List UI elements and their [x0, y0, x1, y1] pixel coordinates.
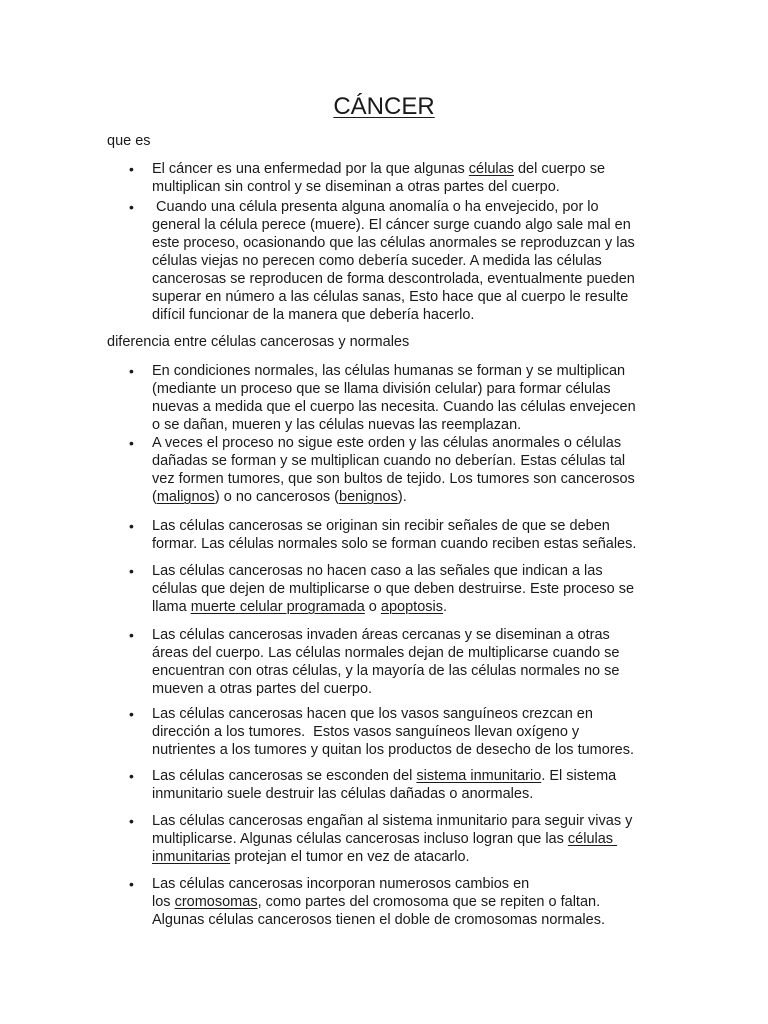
text-segment: dirección a los tumores. Estos vasos sanguíneos llevan oxígeno y	[152, 724, 580, 740]
text-line	[152, 270, 635, 288]
text-segment: Las células cancerosas hacen que los vasos sanguíneos crezcan en	[152, 706, 593, 722]
hyperlink[interactable]: células	[567, 831, 618, 847]
list-item	[107, 434, 635, 506]
text-segment: difícil funcionar de la manera que debería hacerlo.	[152, 307, 475, 323]
text-segment: (	[152, 489, 157, 505]
text-segment: encuentran con otras células, y la mayoría de las células normales no se	[152, 663, 620, 679]
text-segment: o	[364, 599, 381, 615]
text-segment: inmunitario suele destruir las células dañadas o anormales.	[152, 786, 534, 802]
text-segment: ).	[397, 489, 407, 505]
text-segment: células que dejen de multiplicarse o que deben destruirse. Este proceso se	[152, 581, 635, 597]
list-item	[107, 767, 616, 803]
text-segment: Las células cancerosas incorporan numerosos cambios en	[152, 876, 530, 892]
text-line	[152, 875, 605, 893]
text-line	[152, 580, 634, 598]
text-line	[152, 234, 635, 252]
text-line	[152, 626, 620, 644]
text-line	[152, 785, 616, 803]
text-segment: protejan el tumor en vez de atacarlo.	[230, 849, 470, 865]
text-line	[152, 288, 635, 306]
hyperlink[interactable]: malignos	[156, 489, 215, 505]
bullet-icon: •	[129, 706, 134, 722]
text-line	[152, 705, 634, 723]
list-item	[107, 626, 620, 698]
list-item	[107, 705, 634, 759]
text-segment: Las células cancerosas no hacen caso a las señales que indican a las	[152, 563, 603, 579]
text-line	[152, 535, 636, 553]
text-line	[152, 741, 634, 759]
text-line	[152, 306, 635, 324]
text-line	[152, 644, 620, 662]
text-segment: células viejas no perecen como debería suceder. A medida las células	[152, 253, 602, 269]
bullet-icon: •	[129, 435, 134, 451]
bullet-icon: •	[129, 518, 134, 534]
hyperlink[interactable]: cromosomas	[174, 894, 258, 910]
text-segment: vez formen tumores, que son bultos de tejido. Los tumores son cancerosos	[152, 471, 635, 487]
bullet-icon: •	[129, 161, 134, 177]
text-segment: nutrientes a los tumores y quitan los productos de desecho de los tumores.	[152, 742, 634, 758]
bullet-icon: •	[129, 363, 134, 379]
text-line	[152, 470, 635, 488]
text-line	[152, 723, 634, 741]
list-item	[107, 875, 605, 929]
text-line	[152, 434, 635, 452]
hyperlink[interactable]: células	[468, 161, 514, 177]
text-segment: Las células cancerosas engañan al sistema inmunitario para seguir vivas y	[152, 813, 633, 829]
list-item	[107, 812, 632, 866]
text-line	[152, 517, 636, 535]
hyperlink[interactable]: apoptosis	[380, 599, 443, 615]
list-item	[107, 362, 636, 434]
text-line	[152, 252, 635, 270]
text-segment: mueven a otras partes del cuerpo.	[152, 681, 373, 697]
text-segment: multiplicarse. Algunas células cancerosas incluso logran que las	[152, 831, 568, 847]
text-segment: este proceso, ocasionando que las células anormales se reproduzcan y las	[152, 235, 635, 251]
text-segment: Las células cancerosas se originan sin recibir señales de que se deben	[152, 518, 610, 534]
hyperlink[interactable]: muerte celular programada	[190, 599, 365, 615]
text-segment: llama	[152, 599, 191, 615]
text-line	[152, 398, 636, 416]
text-segment: Algunas células cancerosos tienen el doble de cromosomas normales.	[152, 912, 605, 928]
text-line	[152, 488, 635, 506]
text-line	[152, 662, 620, 680]
text-segment: general la célula perece (muere). El cáncer surge cuando algo sale mal en	[152, 217, 631, 233]
text-segment: formar. Las células normales solo se forman cuando reciben estas señales.	[152, 536, 637, 552]
bullet-icon: •	[129, 199, 134, 215]
text-segment: cancerosas se reproducen de forma descontrolada, eventualmente pueden	[152, 271, 635, 287]
text-line	[152, 893, 605, 911]
text-line	[152, 562, 634, 580]
bullet-icon: •	[129, 627, 134, 643]
text-segment: El cáncer es una enfermedad por la que algunas	[152, 161, 469, 177]
hyperlink[interactable]: inmunitarias	[152, 849, 231, 865]
text-line	[152, 160, 605, 178]
section-heading-diferencia: diferencia entre células cancerosas y normales	[107, 334, 410, 350]
bullet-icon: •	[129, 813, 134, 829]
text-segment: Cuando una célula presenta alguna anomalía o ha envejecido, por lo	[152, 199, 599, 215]
text-segment: . El sistema	[541, 768, 617, 784]
text-segment: o se dañan, mueren y las células nuevas las reemplazan.	[152, 417, 522, 433]
text-line	[152, 452, 635, 470]
text-line	[152, 380, 636, 398]
list-item	[107, 517, 636, 553]
text-line	[152, 416, 636, 434]
text-segment: los	[152, 894, 175, 910]
list-item	[107, 198, 635, 324]
text-line	[152, 830, 632, 848]
text-segment: superar en número a las células sanas, Esto hace que al cuerpo le resulte	[152, 289, 629, 305]
text-line	[152, 848, 632, 866]
list-item	[107, 160, 605, 196]
bullet-icon: •	[129, 768, 134, 784]
text-segment: En condiciones normales, las células humanas se forman y se multiplican	[152, 363, 626, 379]
bullet-icon: •	[129, 876, 134, 892]
page-title: CÁNCER	[333, 93, 435, 120]
text-segment: (mediante un proceso que se llama división celular) para formar células	[152, 381, 611, 397]
text-segment: del cuerpo se	[513, 161, 606, 177]
text-segment: .	[442, 599, 448, 615]
text-line	[152, 911, 605, 929]
text-segment: dañadas se forman y se multiplican cuando no deberían. Estas células tal	[152, 453, 626, 469]
text-segment: Las células cancerosas invaden áreas cercanas y se diseminan a otras	[152, 627, 610, 643]
text-line	[152, 198, 635, 216]
hyperlink[interactable]: benignos	[339, 489, 398, 505]
text-line	[152, 598, 634, 616]
text-line	[152, 178, 605, 196]
text-segment: ) o no cancerosos (	[214, 489, 339, 505]
text-line	[152, 216, 635, 234]
bullet-icon: •	[129, 563, 134, 579]
hyperlink[interactable]: sistema inmunitario	[416, 768, 542, 784]
text-segment: Las células cancerosas se esconden del	[152, 768, 417, 784]
text-segment: nuevas a medida que el cuerpo las necesita. Cuando las células envejecen	[152, 399, 636, 415]
text-line	[152, 767, 616, 785]
text-segment: áreas del cuerpo. Las células normales dejan de multiplicarse cuando se	[152, 645, 620, 661]
text-segment: A veces el proceso no sigue este orden y las células anormales o células	[152, 435, 622, 451]
list-item	[107, 562, 634, 616]
text-line	[152, 812, 632, 830]
text-line	[152, 362, 636, 380]
text-segment: multiplican sin control y se diseminan a otras partes del cuerpo.	[152, 179, 560, 195]
text-segment: , como partes del cromosoma que se repiten o faltan.	[257, 894, 601, 910]
section-heading-que-es: que es	[107, 133, 151, 149]
text-line	[152, 680, 620, 698]
